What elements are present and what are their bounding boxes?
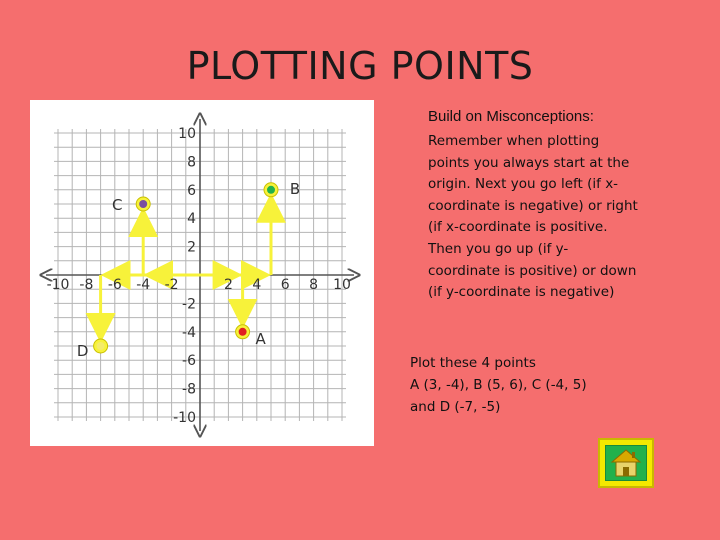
x-tick-label: 4 bbox=[252, 277, 262, 293]
point-a bbox=[239, 328, 247, 336]
plotting-explanation: Remember when plotting points you always start at the origin. Next you go left (if x-coordinate is negative) or right (if x-coordinate is positive. Then you go up (if y-coordinate is positive) or down (if y-coordinate is negative) bbox=[428, 133, 638, 301]
x-tick-label: -2 bbox=[164, 277, 179, 293]
point-b bbox=[267, 186, 275, 194]
point-d bbox=[97, 342, 105, 350]
home-icon bbox=[606, 446, 646, 480]
y-tick-label: -2 bbox=[182, 296, 196, 313]
home-button[interactable] bbox=[598, 438, 654, 488]
misconceptions-heading: Build on Misconceptions: bbox=[428, 108, 594, 125]
task-line-3: and D (-7, -5) bbox=[410, 399, 501, 415]
coordinate-plane bbox=[30, 100, 374, 446]
point-label-a: A bbox=[255, 329, 266, 348]
y-tick-label: -8 bbox=[182, 381, 196, 398]
point-label-c: C bbox=[111, 196, 123, 214]
y-tick-label: -6 bbox=[182, 353, 196, 370]
slide-title: PLOTTING POINTS bbox=[186, 44, 534, 88]
y-tick-label: 10 bbox=[178, 126, 196, 142]
y-tick-label: 4 bbox=[187, 211, 196, 228]
point-label-b: B bbox=[289, 179, 301, 198]
x-tick-label: 10 bbox=[333, 277, 351, 293]
x-tick-label: -6 bbox=[107, 277, 122, 293]
x-tick-label: -4 bbox=[136, 277, 151, 293]
x-tick-label: 6 bbox=[280, 277, 290, 293]
coordinate-graph-panel bbox=[30, 100, 374, 446]
task-line-2: A (3, -4), B (5, 6), C (-4, 5) bbox=[410, 377, 587, 393]
task-line-1: Plot these 4 points bbox=[410, 355, 536, 371]
x-tick-label: 8 bbox=[309, 277, 319, 293]
y-tick-label: 6 bbox=[187, 182, 196, 199]
task-instructions bbox=[410, 352, 670, 418]
point-label-d: D bbox=[76, 342, 89, 360]
point-c bbox=[139, 200, 147, 208]
y-tick-label: 2 bbox=[187, 239, 196, 256]
y-tick-label: -4 bbox=[182, 324, 196, 341]
y-tick-label: 8 bbox=[187, 154, 196, 171]
x-tick-label: -8 bbox=[79, 277, 94, 293]
x-tick-label: 2 bbox=[223, 277, 233, 293]
home-button-face[interactable] bbox=[605, 445, 647, 481]
x-tick-label: -10 bbox=[46, 277, 70, 293]
y-tick-label: -10 bbox=[173, 410, 196, 426]
